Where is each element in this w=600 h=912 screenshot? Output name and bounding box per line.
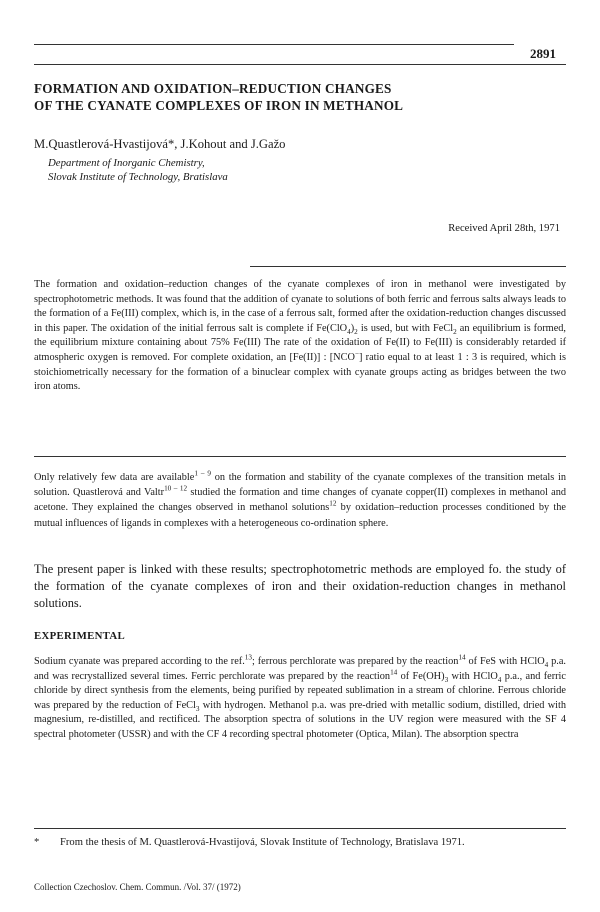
- footnote-rule: [34, 828, 566, 829]
- received-date: Received April 28th, 1971: [448, 223, 560, 234]
- page-number: 2891: [530, 46, 556, 61]
- intro-text-3: studied the formation and time changes of cyanate copper(II) complexes in methanol and acetone. They explained the changes observed in methanol solutions: [34, 487, 566, 514]
- title-line-1: FORMATION AND OXIDATION–REDUCTION CHANGES: [34, 81, 392, 96]
- abstract-text-2: ): [350, 322, 355, 334]
- reference-mark: 1 – 9: [194, 469, 211, 478]
- section-heading-experimental: EXPERIMENTAL: [34, 630, 125, 642]
- superscript: −: [354, 349, 359, 358]
- exp-text: of FeS with HClO: [465, 656, 545, 667]
- abstract-text-1: The formation and oxidation–reduction changes of the cyanate complexes of iron in methanol were investigated by spectrophotometric methods. It was found that the addition of cyanate to solutions of both ferric and ferrous salts always leads to the formation of a Fe(III) complex, which is, in the case of a ferrous salt, formed after the oxidation-reduction changes discussed in this paper. The oxidation of the initial ferrous salt is complete if Fe(ClO: [34, 279, 566, 334]
- abstract-rule-bottom: [34, 456, 566, 457]
- footnote: [34, 836, 566, 850]
- subscript: 3: [444, 675, 449, 684]
- intro-text-2: on the formation and stability of the cyanate complexes of the transition metals in solution. Quastlerová and Valtr: [34, 472, 566, 499]
- experimental-paragraph: [34, 655, 566, 743]
- abstract-text-4: an equilibrium is formed, the equilibrium mixture containing about 75% Fe(III) The rate of the oxidation of Fe(II) to Fe(III) is considerably retarded if atmospheric oxygen is removed. For complete oxidation, an [Fe(II)] : [NCO: [34, 322, 566, 363]
- title-line-2: OF THE CYANATE COMPLEXES OF IRON IN METHANOL: [34, 98, 404, 113]
- affiliation: [48, 156, 228, 184]
- footnote-mark: *: [34, 837, 40, 848]
- header-rule-bottom: [34, 64, 566, 65]
- reference-mark: 12: [329, 499, 337, 508]
- intro-paragraph-2: The present paper is linked with these results; spectrophotometric methods are employed fo. the study of the formation of the cyanate complexes of iron and their oxidation-reduction changes in methanol solutions.: [34, 562, 566, 610]
- journal-citation: Collection Czechoslov. Chem. Commun. /Vol. 37/ (1972): [34, 882, 241, 892]
- affiliation-line-1: Department of Inorganic Chemistry,: [48, 157, 205, 169]
- exp-text: with hydrogen. Methanol p.a. was pre-dried with metallic sodium, distilled, dried with magnesium, re-distilled, and rectificed. The absorption spectra of solutions in the UV region were measured with the SF 4 spectral photometer (USSR) and with the CF 4 recording spectral photometer (Optica, Milan). The absorption spectra: [34, 699, 566, 740]
- subscript: 4: [347, 327, 351, 336]
- abstract-text-5: ] ratio equal to at least 1 : 3 is required, which is stoichiometrically necessary for the formation of a binuclear complex with cyanate groups acting as bridges between the two iron atoms.: [34, 351, 567, 393]
- footnote-text: From the thesis of M. Quastlerová-Hvastijová, Slovak Institute of Technology, Bratislava 1971.: [60, 837, 465, 848]
- article-title: [34, 80, 554, 114]
- authors: M.Quastlerová-Hvastijová*, J.Kohout and J.Gažo: [34, 137, 286, 151]
- reference-mark: 13: [244, 653, 252, 662]
- exp-text: ; ferrous perchlorate was prepared by the reaction: [251, 656, 459, 667]
- exp-text: of Fe(OH): [397, 670, 445, 682]
- subscript: 4: [544, 661, 549, 670]
- intro-text-1: Only relatively few data are available: [34, 472, 195, 483]
- abstract-text-3: is used, but with FeCl: [357, 322, 454, 334]
- affiliation-line-2: Slovak Institute of Technology, Bratislava: [48, 171, 228, 183]
- subscript: 2: [453, 327, 457, 336]
- exp-text: p.a., and ferric chloride by direct synthesis from the elements, being purified by repeated sublimation in a stream of chlorine. Ferrous chloride was prepared by the reduction of FeCl: [34, 670, 566, 711]
- abstract-rule-top: [250, 266, 566, 267]
- header-rule: [34, 44, 514, 45]
- abstract: [34, 278, 566, 395]
- exp-text: with HClO: [448, 670, 498, 682]
- subscript: 4: [497, 675, 502, 684]
- subscript: 2: [354, 327, 358, 336]
- reference-mark: 10 – 12: [164, 484, 188, 493]
- intro-paragraph-1: [34, 470, 566, 531]
- reference-mark: 14: [390, 668, 398, 677]
- intro-text-4: by oxidation–reduction processes conditioned by the mutual influences of ligands in complexes with a heterogeneous co-ordination sphere.: [34, 502, 566, 529]
- exp-text: p.a. and was recrystallized several times. Ferric perchlorate was prepared by the reaction: [34, 656, 566, 682]
- reference-mark: 14: [458, 653, 466, 662]
- exp-text: Sodium cyanate was prepared according to the ref.: [34, 656, 245, 667]
- subscript: 3: [195, 704, 200, 713]
